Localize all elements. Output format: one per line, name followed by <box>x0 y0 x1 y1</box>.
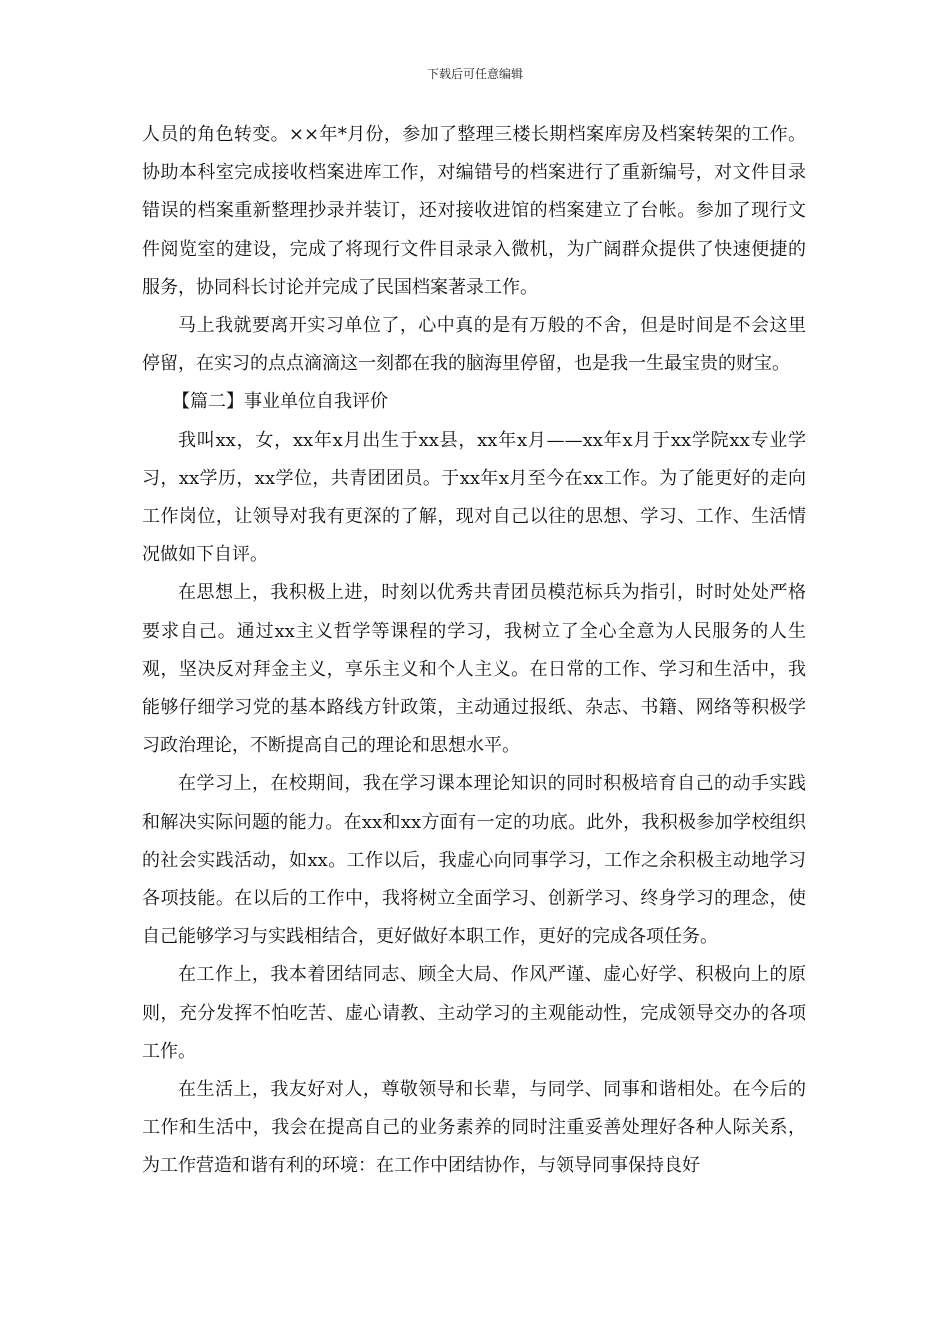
paragraph-study: 在学习上，在校期间，我在学习课本理论知识的同时积极培育自己的动手实践和解决实际问题的能力。在xx和xx方面有一定的功底。此外，我积极参加学校组织的社会实践活动，如xx。工作以后，我虚心向同事学习，工作之余积极主动地学习各项技能。在以后的工作中，我将树立全面学习、创新学习、终身学习的理念，使自己能够学习与实践相结合，更好做好本职工作，更好的完成各项任务。 <box>142 773 806 948</box>
paragraph-ideology: 在思想上，我积极上进，时刻以优秀共青团员模范标兵为指引，时时处处严格要求自己。通过xx主义哲学等课程的学习，我树立了全心全意为人民服务的人生观，坚决反对拜金主义，享乐主义和个人主义。在日常的工作、学习和生活中，我能够仔细学习党的基本路线方针政策，主动通过报纸、杂志、书籍、网络等积极学习政治理论，不断提高自己的理论和思想水平。 <box>142 582 806 757</box>
paragraph-leaving-internship: 马上我就要离开实习单位了，心中真的是有万般的不舍，但是时间是不会这里停留，在实习的点点滴滴这一刻都在我的脑海里停留，也是我一生最宝贵的财宝。 <box>142 315 806 375</box>
section-heading: 【篇二】事业单位自我评价 <box>172 391 388 413</box>
document-body <box>142 116 806 1186</box>
page-header-note: 下载后可任意编辑 <box>426 67 523 81</box>
paragraph-self-introduction: 我叫xx，女，xx年x月出生于xx县，xx年x月——xx年x月于xx学院xx专业学习，xx学历，xx学位，共青团团员。于xx年x月至今在xx工作。为了能更好的走向工作岗位，让领导对我有更深的了解，现对自己以往的思想、学习、工作、生活情况做如下自评。 <box>142 429 806 566</box>
paragraph-archive-work: 人员的角色转变。××年*月份，参加了整理三楼长期档案库房及档案转架的工作。协助本科室完成接收档案进库工作，对编错号的档案进行了重新编号，对文件目录错误的档案重新整理抄录并装订，还对接收进馆的档案建立了台帐。参加了现行文件阅览室的建设，完成了将现行文件目录录入微机，为广阔群众提供了快速便捷的服务，协同科长讨论并完成了民国档案著录工作。 <box>142 124 806 298</box>
paragraph-work: 在工作上，我本着团结同志、顾全大局、作风严谨、虚心好学、积极向上的原则，充分发挥不怕吃苦、虚心请教、主动学习的主观能动性，完成领导交办的各项工作。 <box>142 964 806 1062</box>
paragraph-life: 在生活上，我友好对人，尊敬领导和长辈，与同学、同事和谐相处。在今后的工作和生活中，我会在提高自己的业务素养的同时注重妥善处理好各种人际关系，为工作营造和谐有利的环境：在工作中团结协作，与领导同事保持良好 <box>142 1079 806 1177</box>
